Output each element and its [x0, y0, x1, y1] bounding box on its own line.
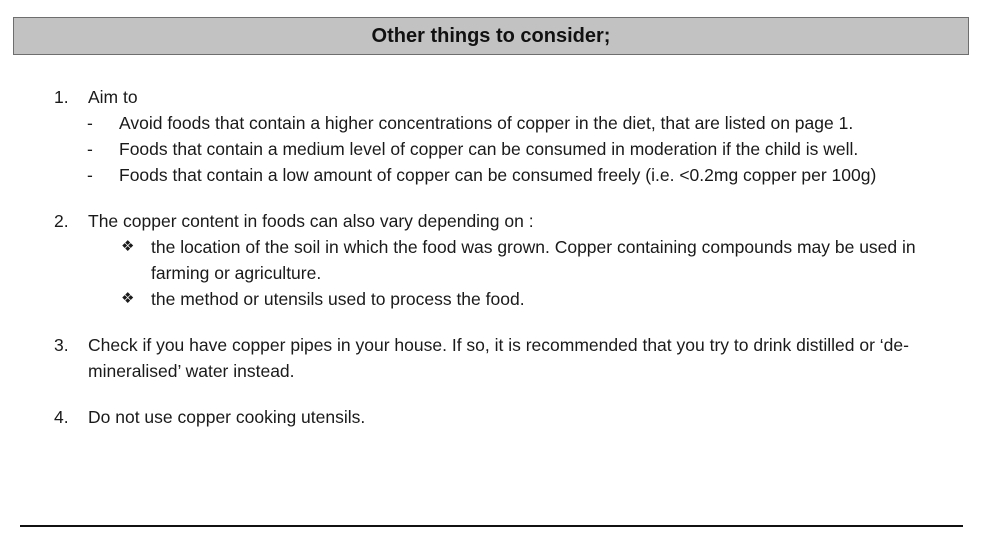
dash-bullet: -: [87, 113, 93, 133]
dash-bullet: -: [87, 165, 93, 185]
item-text: Do not use copper cooking utensils.: [88, 407, 366, 427]
sub-list-item: [0, 286, 984, 312]
sub-list-item: [0, 136, 984, 162]
sub-item-text: the location of the soil in which the food was grown. Copper containing compounds may be used in farming or agriculture.: [151, 237, 916, 283]
item-number: 1.: [54, 87, 69, 107]
sub-list: [0, 234, 984, 312]
item-number: 4.: [54, 407, 69, 427]
section-header: [13, 17, 969, 55]
list-item-1: [0, 84, 984, 188]
sub-list-item: [0, 162, 984, 188]
diamond-bullet-icon: ❖: [121, 238, 135, 255]
sub-item-text: Foods that contain a low amount of copper can be consumed freely (i.e. <0.2mg copper per 100g): [119, 165, 877, 185]
considerations-list: [0, 84, 984, 430]
item-text: The copper content in foods can also vary depending on :: [88, 211, 534, 231]
list-item-4: [0, 404, 984, 430]
item-text: Check if you have copper pipes in your house. If so, it is recommended that you try to drink distilled or ‘de-mineralised’ water instead.: [88, 335, 909, 381]
item-text: Aim to: [88, 87, 138, 107]
sub-list-item: [0, 110, 984, 136]
footer-divider: [20, 525, 963, 527]
item-number: 2.: [54, 211, 69, 231]
dash-bullet: -: [87, 139, 93, 159]
list-item-2: [0, 208, 984, 312]
sub-item-text: the method or utensils used to process the food.: [151, 289, 525, 309]
sub-item-text: Avoid foods that contain a higher concentrations of copper in the diet, that are listed on page 1.: [119, 113, 854, 133]
item-number: 3.: [54, 335, 69, 355]
diamond-bullet-icon: ❖: [121, 290, 135, 307]
sub-item-text: Foods that contain a medium level of copper can be consumed in moderation if the child is well.: [119, 139, 859, 159]
sub-list: [0, 110, 984, 188]
section-title: Other things to consider;: [371, 24, 611, 47]
list-item-3: [0, 332, 984, 384]
sub-list-item: [0, 234, 984, 286]
